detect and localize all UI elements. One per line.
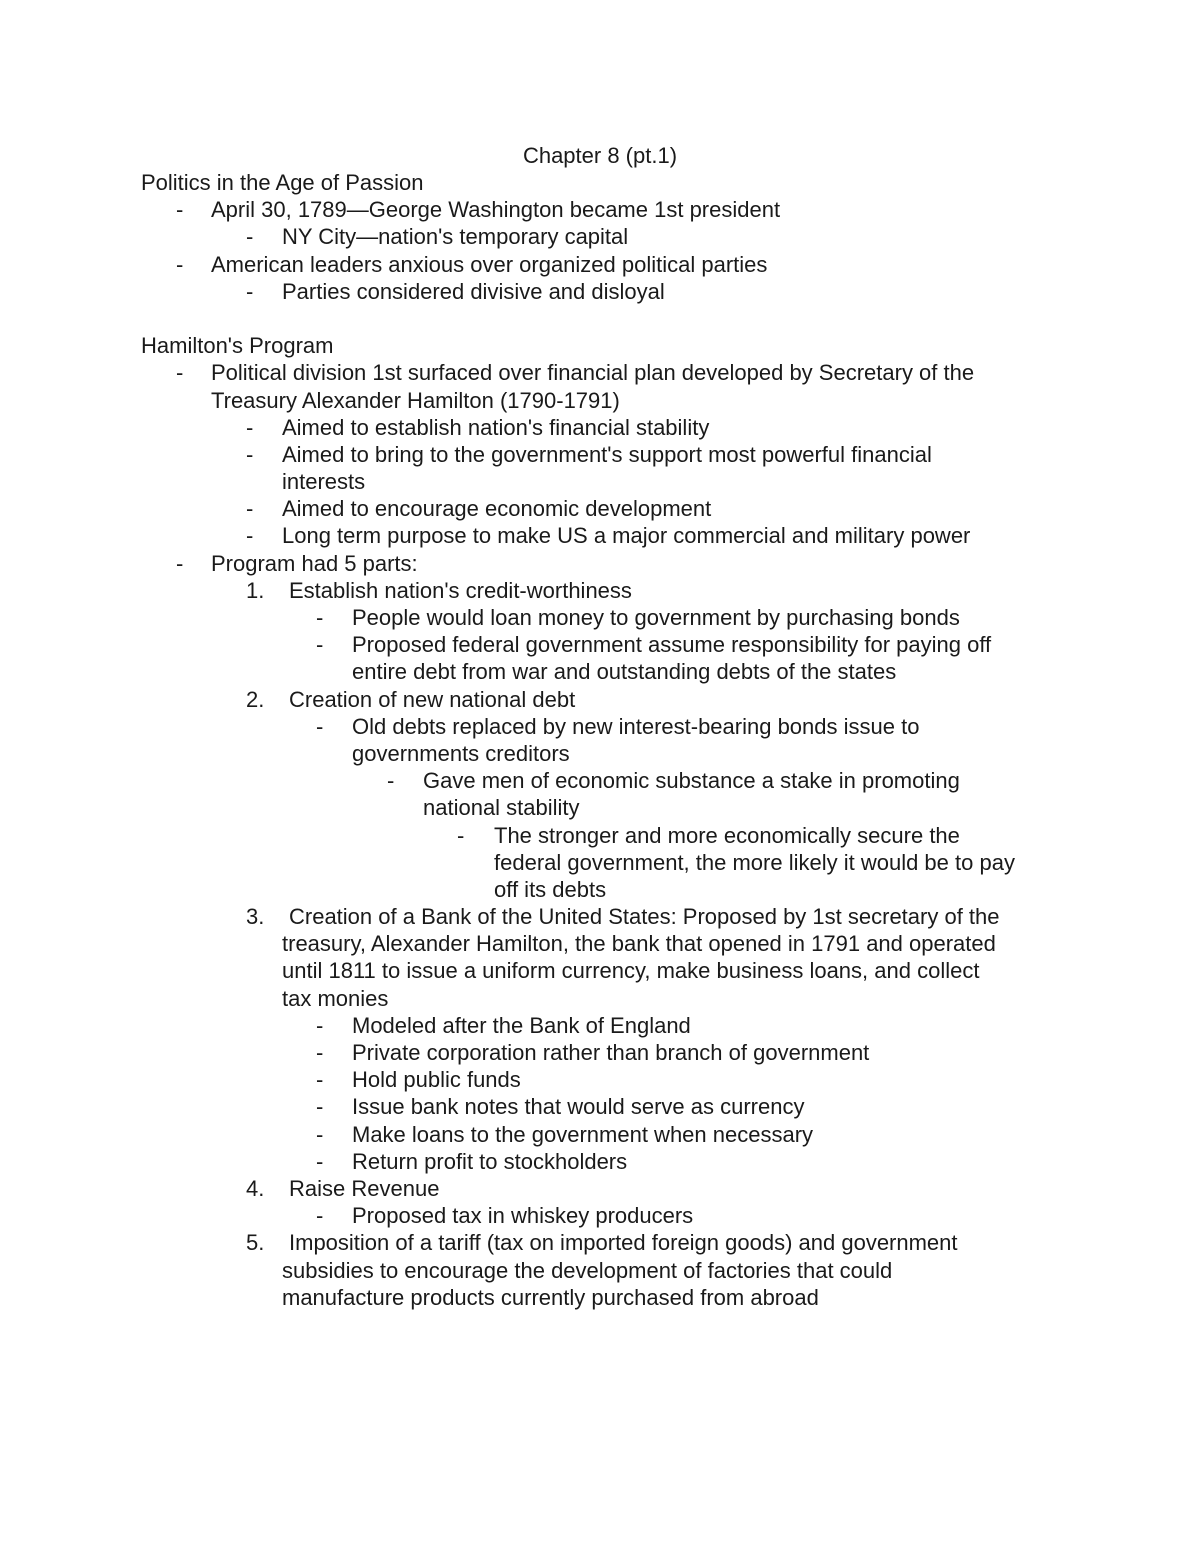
bullet-dash: - bbox=[246, 523, 254, 549]
bullet-item-line bbox=[0, 740, 1200, 767]
list-item-text: manufacture products currently purchased from abroad bbox=[282, 1284, 819, 1310]
bullet-item-line bbox=[0, 1012, 1200, 1039]
list-item-text: Parties considered divisive and disloyal bbox=[282, 278, 665, 304]
bullet-dash: - bbox=[176, 550, 184, 576]
list-item-text: Imposition of a tariff (tax on imported foreign goods) and government bbox=[289, 1230, 958, 1256]
list-item-text: interests bbox=[282, 469, 366, 495]
list-item-text: governments creditors bbox=[352, 740, 570, 766]
numbered-item-line bbox=[0, 985, 1200, 1012]
list-number: 4. bbox=[246, 1175, 265, 1201]
list-item-text: Make loans to the government when necessary bbox=[352, 1121, 814, 1147]
numbered-item-line bbox=[0, 1257, 1200, 1284]
bullet-dash: - bbox=[316, 605, 324, 630]
list-item-text: Aimed to establish nation's financial stability bbox=[282, 414, 710, 440]
bullet-dash: - bbox=[457, 822, 465, 848]
list-item-text: Creation of a Bank of the United States: Proposed by 1st secretary of the bbox=[289, 904, 1000, 930]
bullet-item-line bbox=[0, 468, 1200, 495]
section-heading bbox=[0, 169, 1200, 196]
list-item-text: Creation of new national debt bbox=[289, 686, 576, 712]
bullet-dash: - bbox=[246, 224, 254, 250]
list-item-text: Long term purpose to make US a major commercial and military power bbox=[282, 523, 971, 549]
bullet-dash: - bbox=[176, 251, 184, 277]
list-number: 3. bbox=[246, 904, 265, 930]
list-number: 5. bbox=[246, 1230, 265, 1256]
bullet-item-line bbox=[0, 251, 1200, 278]
list-item-text: Political division 1st surfaced over financial plan developed by Secretary of the bbox=[211, 360, 975, 386]
bullet-item-line bbox=[0, 522, 1200, 549]
list-item-text: until 1811 to issue a uniform currency, make business loans, and collect bbox=[282, 958, 980, 984]
list-item-text: April 30, 1789—George Washington became 1st president bbox=[211, 197, 781, 223]
bullet-item-line bbox=[0, 359, 1200, 386]
bullet-dash: - bbox=[316, 1012, 324, 1038]
list-item-text: Aimed to bring to the government's support most powerful financial bbox=[282, 441, 932, 467]
list-item-text: Old debts replaced by new interest-bearing bonds issue to bbox=[352, 713, 920, 739]
bullet-item-line bbox=[0, 604, 1200, 631]
numbered-item-line bbox=[0, 903, 1200, 930]
list-item-text: American leaders anxious over organized political parties bbox=[211, 251, 768, 277]
list-item-text: NY City—nation's temporary capital bbox=[282, 224, 629, 250]
list-number: 2. bbox=[246, 686, 265, 712]
bullet-dash: - bbox=[316, 1067, 324, 1093]
section-heading-text: Hamilton's Program bbox=[141, 333, 334, 359]
numbered-item-line bbox=[0, 957, 1200, 984]
bullet-item-line bbox=[0, 631, 1200, 658]
blank-line bbox=[0, 305, 1200, 332]
bullet-item-line bbox=[0, 794, 1200, 821]
bullet-item-line bbox=[0, 495, 1200, 522]
numbered-item-line bbox=[0, 577, 1200, 604]
list-item-text: Private corporation rather than branch of government bbox=[352, 1040, 870, 1065]
bullet-dash: - bbox=[176, 360, 184, 386]
bullet-dash: - bbox=[316, 1121, 324, 1147]
document-body bbox=[0, 169, 1200, 1311]
bullet-item-line bbox=[0, 387, 1200, 414]
bullet-dash: - bbox=[246, 496, 254, 522]
list-item-text: Gave men of economic substance a stake in promoting bbox=[423, 768, 960, 794]
bullet-dash: - bbox=[316, 632, 324, 658]
bullet-dash: - bbox=[316, 713, 324, 739]
bullet-dash: - bbox=[316, 1094, 324, 1120]
bullet-dash: - bbox=[176, 197, 184, 223]
list-number: 1. bbox=[246, 577, 265, 603]
bullet-item-line bbox=[0, 1148, 1200, 1175]
list-item-text: federal government, the more likely it would be to pay bbox=[494, 849, 1015, 875]
numbered-item-line bbox=[0, 1284, 1200, 1311]
list-item-text: Program had 5 parts: bbox=[211, 550, 418, 576]
bullet-item-line bbox=[0, 658, 1200, 685]
bullet-item-line bbox=[0, 849, 1200, 876]
list-item-text: subsidies to encourage the development of factories that could bbox=[282, 1257, 893, 1283]
section-heading bbox=[0, 332, 1200, 359]
list-item-text: national stability bbox=[423, 795, 580, 821]
bullet-dash: - bbox=[246, 278, 254, 304]
list-item-text: Proposed federal government assume responsibility for paying off bbox=[352, 632, 992, 658]
bullet-item-line bbox=[0, 767, 1200, 794]
numbered-item-line bbox=[0, 686, 1200, 713]
bullet-dash: - bbox=[387, 768, 395, 794]
bullet-item-line bbox=[0, 1121, 1200, 1148]
bullet-item-line bbox=[0, 196, 1200, 223]
bullet-dash: - bbox=[316, 1203, 324, 1229]
list-item-text: entire debt from war and outstanding debts of the states bbox=[352, 659, 897, 685]
page-title: Chapter 8 (pt.1) bbox=[522, 143, 678, 168]
bullet-item-line bbox=[0, 441, 1200, 468]
bullet-item-line bbox=[0, 414, 1200, 441]
list-item-text: Modeled after the Bank of England bbox=[352, 1012, 691, 1038]
list-item-text: The stronger and more economically secure the bbox=[494, 822, 960, 848]
numbered-item-line bbox=[0, 930, 1200, 957]
bullet-item-line bbox=[0, 550, 1200, 577]
numbered-item-line bbox=[0, 1175, 1200, 1202]
list-item-text: tax monies bbox=[282, 985, 389, 1011]
list-item-text: Establish nation's credit-worthiness bbox=[289, 577, 632, 603]
bullet-dash: - bbox=[246, 441, 254, 467]
bullet-dash: - bbox=[246, 414, 254, 440]
bullet-item-line bbox=[0, 1093, 1200, 1120]
bullet-dash: - bbox=[316, 1040, 324, 1065]
section-heading-text: Politics in the Age of Passion bbox=[141, 170, 424, 195]
list-item-text: Hold public funds bbox=[352, 1067, 521, 1093]
bullet-dash: - bbox=[316, 1148, 324, 1174]
bullet-item-line bbox=[0, 876, 1200, 903]
list-item-text: People would loan money to government by purchasing bonds bbox=[352, 605, 960, 630]
list-item-text: Aimed to encourage economic development bbox=[282, 496, 712, 522]
bullet-item-line bbox=[0, 1039, 1200, 1066]
list-item-text: off its debts bbox=[494, 876, 607, 902]
list-item-text: Raise Revenue bbox=[289, 1175, 440, 1201]
list-item-text: Treasury Alexander Hamilton (1790-1791) bbox=[211, 387, 620, 413]
bullet-item-line bbox=[0, 223, 1200, 250]
bullet-item-line bbox=[0, 1066, 1200, 1093]
list-item-text: Proposed tax in whiskey producers bbox=[352, 1203, 694, 1229]
bullet-item-line bbox=[0, 822, 1200, 849]
bullet-item-line bbox=[0, 713, 1200, 740]
list-item-text: Return profit to stockholders bbox=[352, 1148, 628, 1174]
list-item-text: treasury, Alexander Hamilton, the bank that opened in 1791 and operated bbox=[282, 931, 996, 957]
bullet-item-line bbox=[0, 278, 1200, 305]
list-item-text: Issue bank notes that would serve as currency bbox=[352, 1094, 805, 1120]
bullet-item-line bbox=[0, 1202, 1200, 1229]
numbered-item-line bbox=[0, 1229, 1200, 1256]
